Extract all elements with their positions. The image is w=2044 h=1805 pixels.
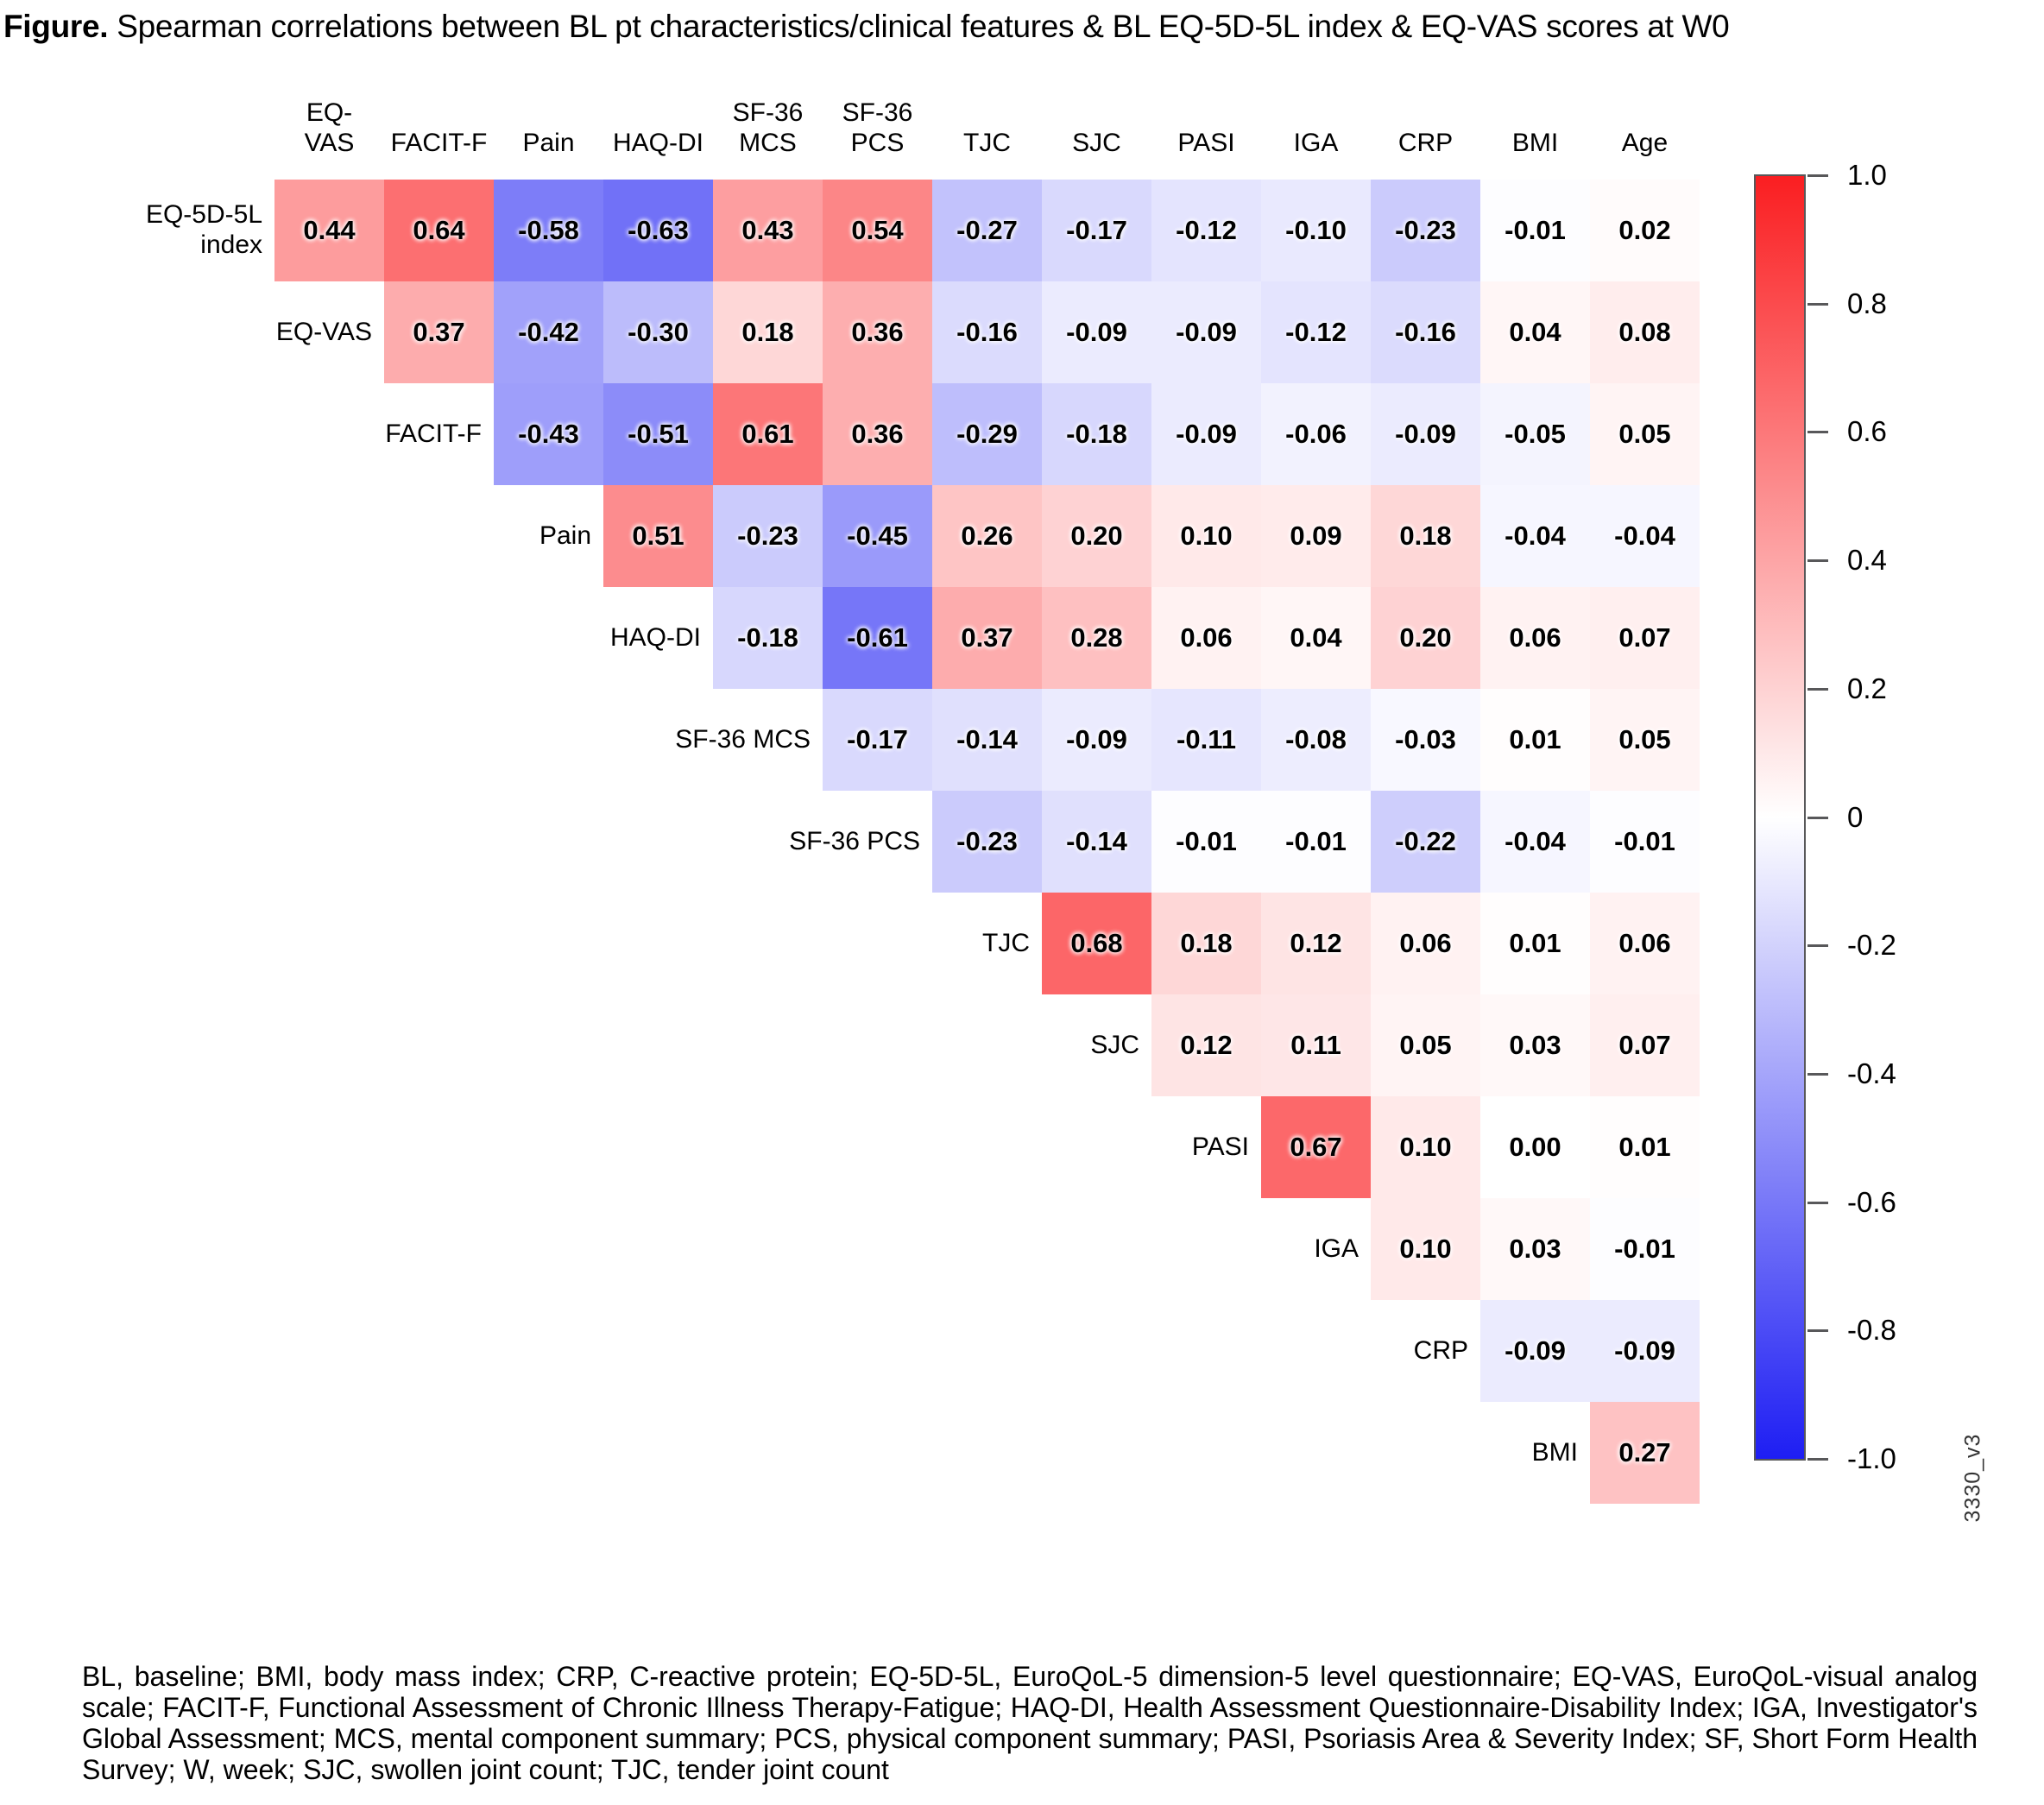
column-header-pain: Pain bbox=[522, 129, 575, 158]
matrix-cell-pain--tjc: 0.26 bbox=[932, 485, 1042, 587]
matrix-cell-pain--haq-di: 0.51 bbox=[603, 485, 713, 587]
column-header-iga: IGA bbox=[1293, 129, 1339, 158]
matrix-cell-pain--bmi: -0.04 bbox=[1480, 485, 1590, 587]
colorbar-ticks bbox=[1807, 159, 1997, 1474]
matrix-cell-eq-vas--age: 0.08 bbox=[1590, 281, 1700, 383]
matrix-cell-haq-di--crp: 0.20 bbox=[1371, 587, 1480, 689]
matrix-cell-crp--age: -0.09 bbox=[1590, 1300, 1700, 1402]
abbreviations-footnote: BL, baseline; BMI, body mass index; CRP, C-reactive protein; EQ-5D-5L, EuroQoL-5 dimension-5 level questionnaire; EQ-VAS, EuroQoL-visual analog scale; FACIT-F, Functional Assessment of Chronic Illness Therapy-Fatigue; HAQ-DI, Health Assessment Questionnaire-Disability Index; IGA, Investigator's Global Assessment; MCS, mental component summary; PCS, physical component summary; PASI, Psoriasis Area & Severity Index; SF, Short Form Health Survey; W, week; SJC, swollen joint count; TJC, tender joint count bbox=[82, 1661, 1978, 1785]
row-label-sjc: SJC bbox=[1090, 1030, 1139, 1059]
matrix-cell-eq-5d-5l-index--sf-36-mcs: 0.43 bbox=[713, 180, 823, 281]
column-header-facit-f: FACIT-F bbox=[390, 129, 488, 158]
colorbar-tick-label-1-0: 1.0 bbox=[1847, 159, 1887, 191]
column-header-sf-36-mcs: SF-36 MCS bbox=[732, 98, 804, 158]
row-label-pasi: PASI bbox=[1191, 1132, 1249, 1161]
row-label-iga: IGA bbox=[1314, 1234, 1359, 1263]
matrix-cell-eq-5d-5l-index--iga: -0.10 bbox=[1261, 180, 1371, 281]
matrix-cell-tjc--age: 0.06 bbox=[1590, 893, 1700, 994]
colorbar-tick-0-6 bbox=[1807, 1202, 1828, 1204]
matrix-cell-pasi--iga: 0.67 bbox=[1261, 1096, 1371, 1198]
matrix-cell-haq-di--sf-36-pcs: -0.61 bbox=[823, 587, 932, 689]
matrix-cell-eq-5d-5l-index--age: 0.02 bbox=[1590, 180, 1700, 281]
colorbar-tick-label-0-8: -0.8 bbox=[1847, 1314, 1896, 1346]
matrix-cell-sf-36-pcs--crp: -0.22 bbox=[1371, 791, 1480, 893]
row-label-sf-36-pcs: SF-36 PCS bbox=[789, 826, 920, 855]
colorbar-tick-0 bbox=[1807, 817, 1828, 819]
watermark-version-label: 3330_v3 bbox=[1960, 1433, 1985, 1523]
column-header-sf-36-pcs: SF-36 PCS bbox=[842, 98, 913, 158]
colorbar-tick-0-2 bbox=[1807, 944, 1828, 947]
matrix-cell-eq-5d-5l-index--pain: -0.58 bbox=[494, 180, 603, 281]
matrix-cell-eq-vas--iga: -0.12 bbox=[1261, 281, 1371, 383]
matrix-cell-sf-36-mcs--iga: -0.08 bbox=[1261, 689, 1371, 791]
matrix-cell-pasi--age: 0.01 bbox=[1590, 1096, 1700, 1198]
colorbar-tick-0-4 bbox=[1807, 1073, 1828, 1076]
matrix-cell-eq-vas--bmi: 0.04 bbox=[1480, 281, 1590, 383]
row-label-bmi: BMI bbox=[1531, 1437, 1578, 1467]
matrix-cell-pain--crp: 0.18 bbox=[1371, 485, 1480, 587]
matrix-cell-pain--sf-36-mcs: -0.23 bbox=[713, 485, 823, 587]
row-label-tjc: TJC bbox=[982, 928, 1030, 957]
matrix-cell-eq-vas--crp: -0.16 bbox=[1371, 281, 1480, 383]
row-label-sf-36-mcs: SF-36 MCS bbox=[675, 724, 811, 754]
colorbar-tick-0-8 bbox=[1807, 303, 1828, 306]
matrix-cell-tjc--sjc: 0.68 bbox=[1042, 893, 1151, 994]
matrix-cell-pasi--bmi: 0.00 bbox=[1480, 1096, 1590, 1198]
matrix-cell-facit-f--sjc: -0.18 bbox=[1042, 383, 1151, 485]
matrix-cell-eq-vas--sjc: -0.09 bbox=[1042, 281, 1151, 383]
matrix-cell-sjc--pasi: 0.12 bbox=[1151, 994, 1261, 1096]
column-header-eq-vas: EQ- VAS bbox=[304, 98, 355, 158]
matrix-cell-sf-36-pcs--iga: -0.01 bbox=[1261, 791, 1371, 893]
colorbar-tick-label-1-0: -1.0 bbox=[1847, 1442, 1896, 1474]
matrix-cell-sf-36-mcs--bmi: 0.01 bbox=[1480, 689, 1590, 791]
matrix-cell-pain--age: -0.04 bbox=[1590, 485, 1700, 587]
matrix-cell-sf-36-pcs--tjc: -0.23 bbox=[932, 791, 1042, 893]
matrix-cell-haq-di--sjc: 0.28 bbox=[1042, 587, 1151, 689]
colorbar-tick-0-6 bbox=[1807, 431, 1828, 433]
matrix-cell-haq-di--pasi: 0.06 bbox=[1151, 587, 1261, 689]
matrix-cell-sf-36-mcs--age: 0.05 bbox=[1590, 689, 1700, 791]
row-label-eq-vas: EQ-VAS bbox=[275, 317, 372, 346]
matrix-cell-eq-vas--pasi: -0.09 bbox=[1151, 281, 1261, 383]
matrix-cell-crp--bmi: -0.09 bbox=[1480, 1300, 1590, 1402]
colorbar-tick-label-0-2: 0.2 bbox=[1847, 672, 1887, 704]
column-header-haq-di: HAQ-DI bbox=[613, 129, 703, 158]
matrix-cell-haq-di--tjc: 0.37 bbox=[932, 587, 1042, 689]
row-label-haq-di: HAQ-DI bbox=[610, 622, 701, 652]
figure-title-text: Spearman correlations between BL pt characteristics/clinical features & BL EQ-5D-5L index & EQ-VAS scores at W0 bbox=[108, 9, 1730, 44]
matrix-cell-haq-di--age: 0.07 bbox=[1590, 587, 1700, 689]
matrix-cell-sjc--age: 0.07 bbox=[1590, 994, 1700, 1096]
colorbar-tick-0-2 bbox=[1807, 688, 1828, 691]
row-label-facit-f: FACIT-F bbox=[385, 419, 482, 448]
matrix-cell-facit-f--pasi: -0.09 bbox=[1151, 383, 1261, 485]
column-header-crp: CRP bbox=[1397, 129, 1454, 158]
matrix-cell-eq-vas--sf-36-pcs: 0.36 bbox=[823, 281, 932, 383]
matrix-cell-sf-36-pcs--pasi: -0.01 bbox=[1151, 791, 1261, 893]
matrix-cell-facit-f--haq-di: -0.51 bbox=[603, 383, 713, 485]
matrix-cell-pain--pasi: 0.10 bbox=[1151, 485, 1261, 587]
matrix-cell-sf-36-pcs--sjc: -0.14 bbox=[1042, 791, 1151, 893]
matrix-cell-pasi--crp: 0.10 bbox=[1371, 1096, 1480, 1198]
matrix-cell-facit-f--crp: -0.09 bbox=[1371, 383, 1480, 485]
matrix-cell-eq-5d-5l-index--sjc: -0.17 bbox=[1042, 180, 1151, 281]
matrix-cell-pain--sjc: 0.20 bbox=[1042, 485, 1151, 587]
colorbar-gradient bbox=[1754, 174, 1806, 1461]
colorbar-tick-label-0: 0 bbox=[1847, 801, 1864, 833]
row-label-eq-5d-5l-index: EQ-5D-5L index bbox=[145, 200, 262, 259]
figure-title-prefix: Figure. bbox=[3, 9, 109, 44]
matrix-cell-sf-36-pcs--bmi: -0.04 bbox=[1480, 791, 1590, 893]
correlation-matrix bbox=[82, 54, 1700, 1504]
matrix-cell-tjc--bmi: 0.01 bbox=[1480, 893, 1590, 994]
matrix-cell-facit-f--age: 0.05 bbox=[1590, 383, 1700, 485]
matrix-cell-facit-f--pain: -0.43 bbox=[494, 383, 603, 485]
colorbar-tick-1-0 bbox=[1807, 1458, 1828, 1461]
column-header-pasi: PASI bbox=[1177, 129, 1235, 158]
matrix-cell-bmi--age: 0.27 bbox=[1590, 1402, 1700, 1504]
matrix-cell-eq-5d-5l-index--tjc: -0.27 bbox=[932, 180, 1042, 281]
colorbar-tick-label-0-4: 0.4 bbox=[1847, 544, 1887, 576]
matrix-cell-iga--bmi: 0.03 bbox=[1480, 1198, 1590, 1300]
colorbar-tick-0-4 bbox=[1807, 559, 1828, 562]
matrix-cell-sf-36-mcs--pasi: -0.11 bbox=[1151, 689, 1261, 791]
matrix-cell-haq-di--bmi: 0.06 bbox=[1480, 587, 1590, 689]
matrix-cell-iga--crp: 0.10 bbox=[1371, 1198, 1480, 1300]
colorbar-tick-label-0-6: -0.6 bbox=[1847, 1186, 1896, 1218]
column-header-age: Age bbox=[1621, 129, 1669, 158]
matrix-cell-sf-36-mcs--crp: -0.03 bbox=[1371, 689, 1480, 791]
row-label-crp: CRP bbox=[1413, 1335, 1468, 1365]
matrix-cell-eq-5d-5l-index--sf-36-pcs: 0.54 bbox=[823, 180, 932, 281]
matrix-cell-haq-di--sf-36-mcs: -0.18 bbox=[713, 587, 823, 689]
matrix-cell-facit-f--sf-36-mcs: 0.61 bbox=[713, 383, 823, 485]
colorbar-tick-0-8 bbox=[1807, 1329, 1828, 1332]
figure-title bbox=[3, 9, 1729, 45]
matrix-cell-tjc--pasi: 0.18 bbox=[1151, 893, 1261, 994]
matrix-cell-eq-vas--facit-f: 0.37 bbox=[384, 281, 494, 383]
colorbar-tick-label-0-2: -0.2 bbox=[1847, 929, 1896, 961]
matrix-cell-facit-f--iga: -0.06 bbox=[1261, 383, 1371, 485]
matrix-cell-sjc--bmi: 0.03 bbox=[1480, 994, 1590, 1096]
matrix-cell-eq-vas--tjc: -0.16 bbox=[932, 281, 1042, 383]
colorbar-tick-label-0-8: 0.8 bbox=[1847, 287, 1887, 319]
matrix-cell-eq-5d-5l-index--pasi: -0.12 bbox=[1151, 180, 1261, 281]
matrix-cell-iga--age: -0.01 bbox=[1590, 1198, 1700, 1300]
matrix-cell-pain--iga: 0.09 bbox=[1261, 485, 1371, 587]
matrix-cell-facit-f--tjc: -0.29 bbox=[932, 383, 1042, 485]
matrix-cell-facit-f--bmi: -0.05 bbox=[1480, 383, 1590, 485]
matrix-cell-tjc--iga: 0.12 bbox=[1261, 893, 1371, 994]
matrix-cell-pain--sf-36-pcs: -0.45 bbox=[823, 485, 932, 587]
matrix-cell-facit-f--sf-36-pcs: 0.36 bbox=[823, 383, 932, 485]
matrix-cell-sjc--iga: 0.11 bbox=[1261, 994, 1371, 1096]
column-header-bmi: BMI bbox=[1511, 129, 1559, 158]
matrix-cell-eq-5d-5l-index--bmi: -0.01 bbox=[1480, 180, 1590, 281]
colorbar-tick-1-0 bbox=[1807, 174, 1828, 177]
matrix-cell-eq-vas--sf-36-mcs: 0.18 bbox=[713, 281, 823, 383]
column-header-sjc: SJC bbox=[1072, 129, 1121, 158]
matrix-cell-sf-36-mcs--sjc: -0.09 bbox=[1042, 689, 1151, 791]
matrix-cell-sf-36-mcs--tjc: -0.14 bbox=[932, 689, 1042, 791]
matrix-cell-eq-5d-5l-index--eq-vas: 0.44 bbox=[274, 180, 384, 281]
matrix-cell-eq-5d-5l-index--haq-di: -0.63 bbox=[603, 180, 713, 281]
matrix-cell-eq-5d-5l-index--facit-f: 0.64 bbox=[384, 180, 494, 281]
matrix-cell-sf-36-mcs--sf-36-pcs: -0.17 bbox=[823, 689, 932, 791]
column-header-tjc: TJC bbox=[963, 129, 1011, 158]
row-label-pain: Pain bbox=[539, 521, 591, 550]
matrix-cell-eq-vas--haq-di: -0.30 bbox=[603, 281, 713, 383]
matrix-cell-eq-5d-5l-index--crp: -0.23 bbox=[1371, 180, 1480, 281]
colorbar-tick-label-0-6: 0.6 bbox=[1847, 415, 1887, 447]
matrix-cell-tjc--crp: 0.06 bbox=[1371, 893, 1480, 994]
matrix-cell-haq-di--iga: 0.04 bbox=[1261, 587, 1371, 689]
colorbar-tick-label-0-4: -0.4 bbox=[1847, 1057, 1896, 1089]
matrix-cell-sf-36-pcs--age: -0.01 bbox=[1590, 791, 1700, 893]
matrix-cell-eq-vas--pain: -0.42 bbox=[494, 281, 603, 383]
matrix-cell-sjc--crp: 0.05 bbox=[1371, 994, 1480, 1096]
